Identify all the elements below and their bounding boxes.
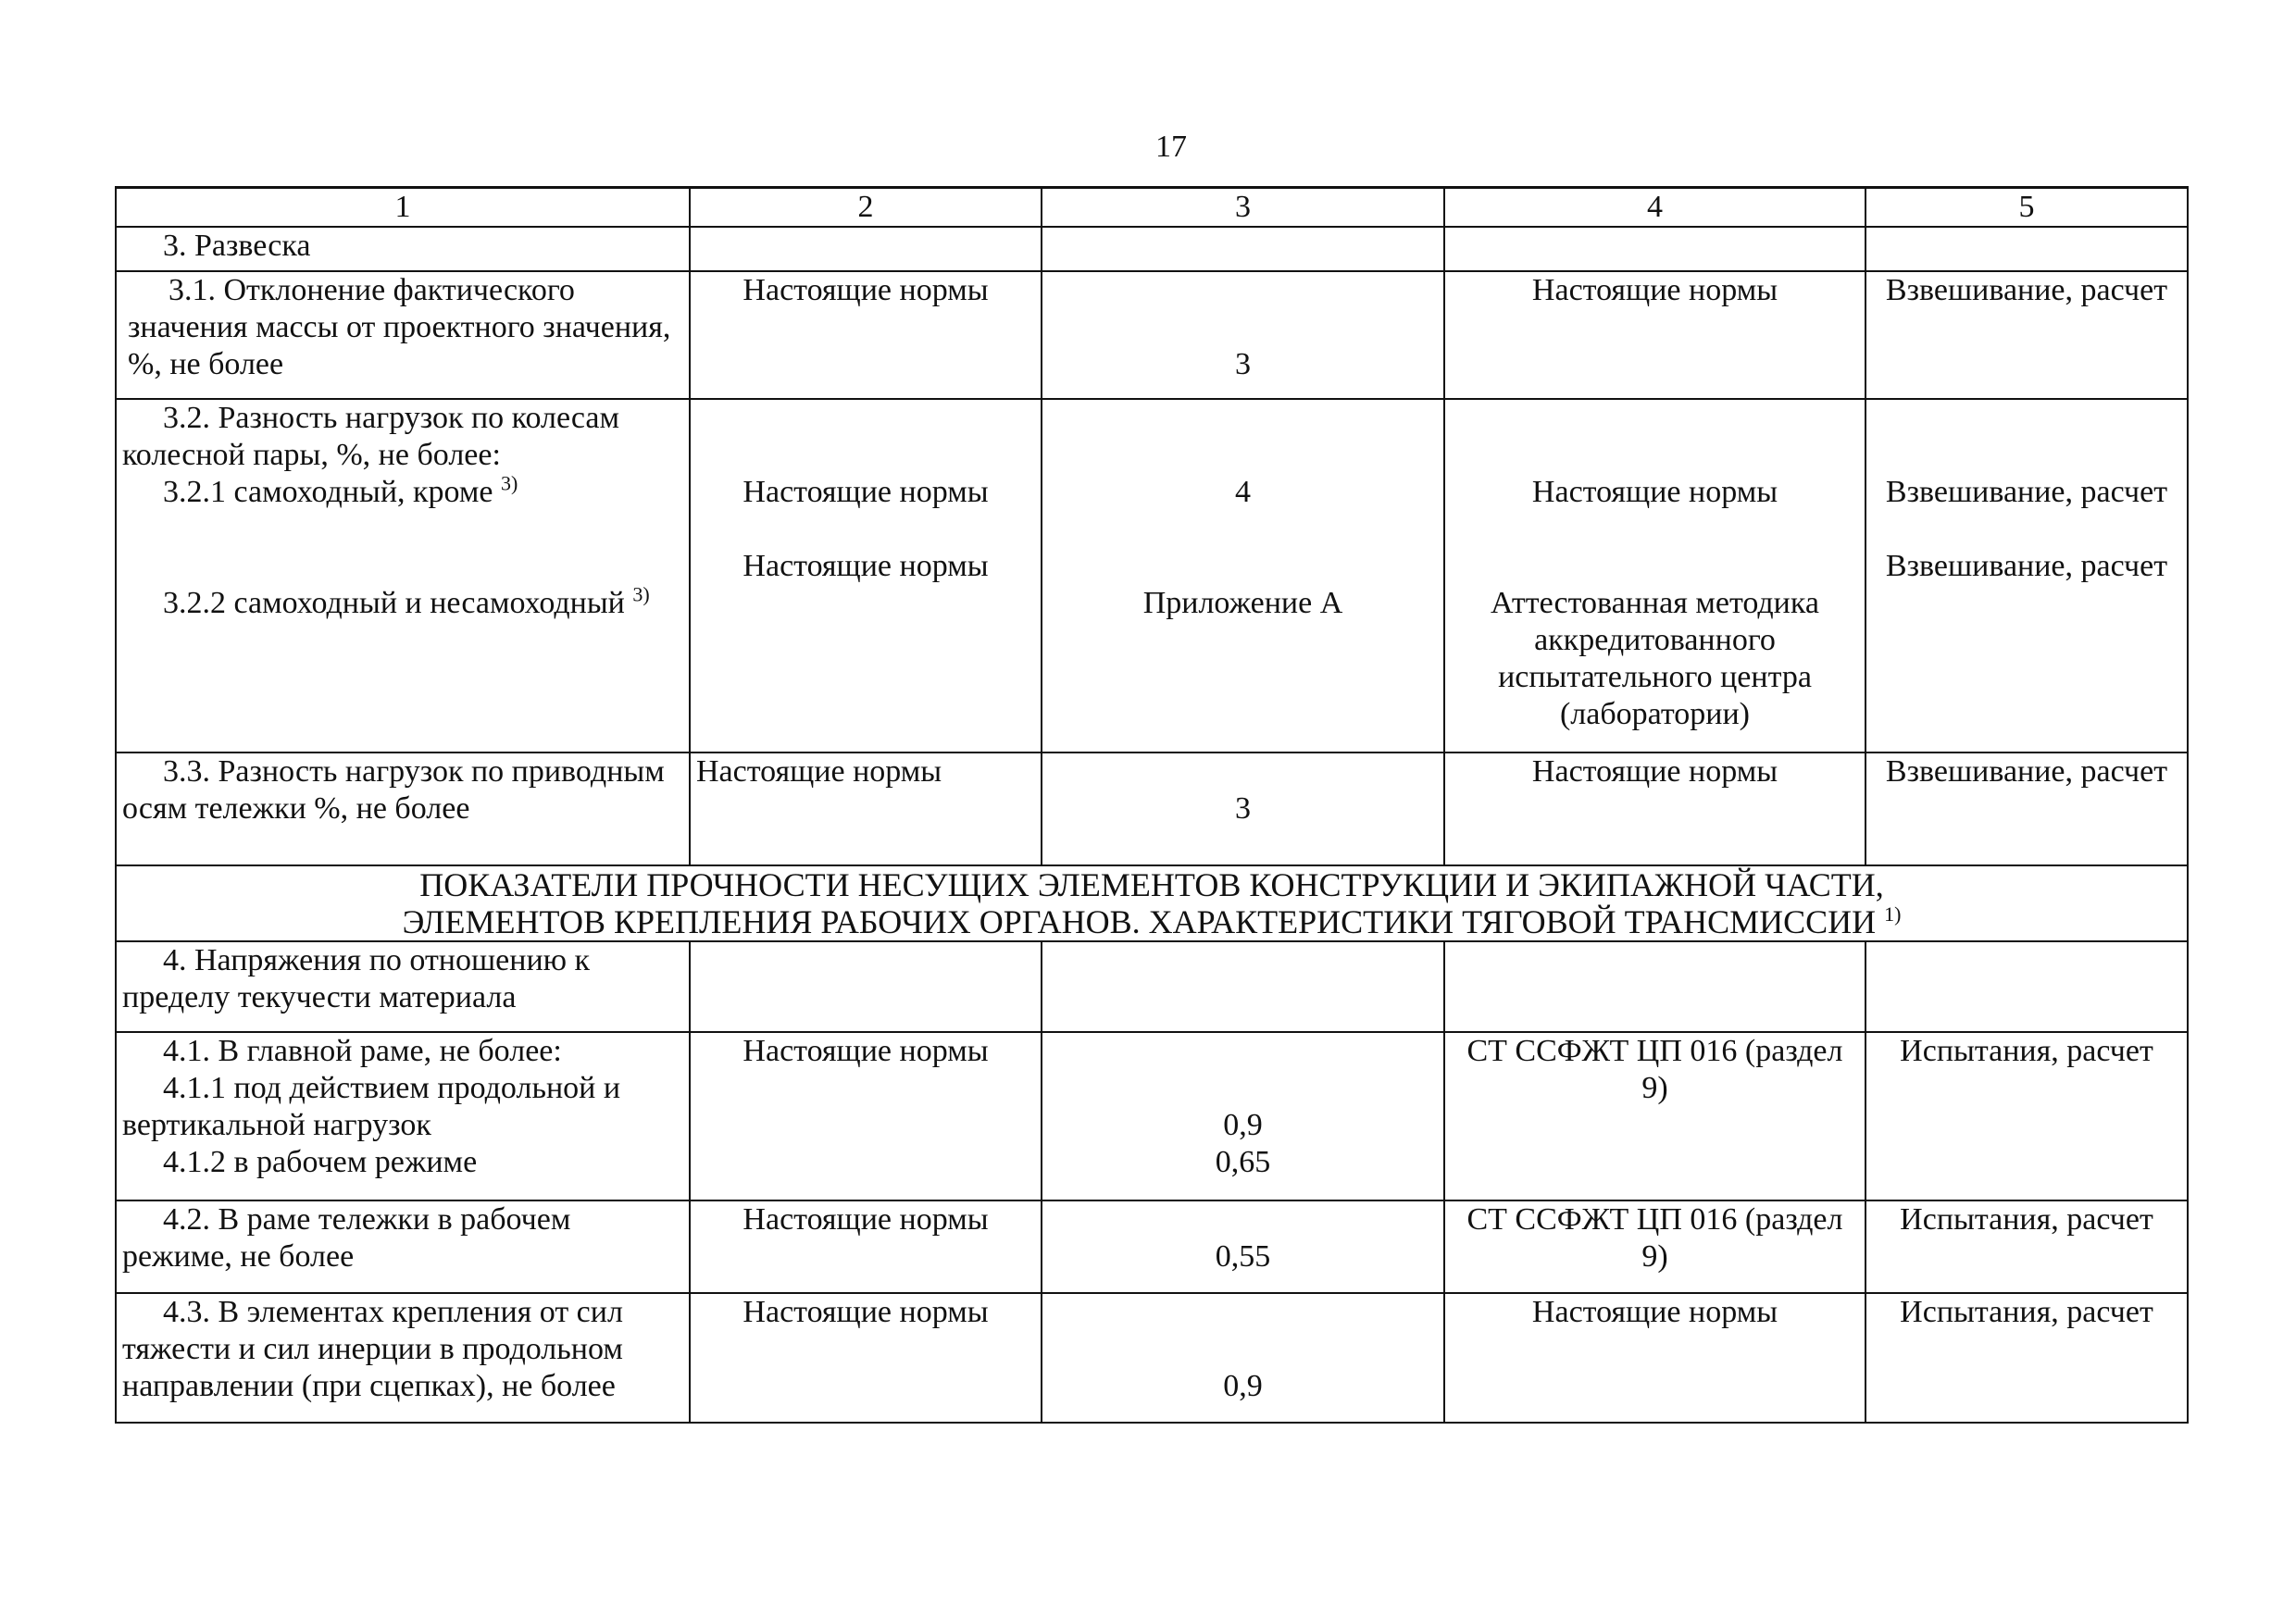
method-doc: Настоящие нормы [1444, 271, 1866, 399]
section-title-line: ПОКАЗАТЕЛИ ПРОЧНОСТИ НЕСУЩИХ ЭЛЕМЕНТОВ КОНСТРУКЦИИ И ЭКИПАЖНОЙ ЧАСТИ, [419, 866, 1884, 903]
footnote-ref: 3) [632, 582, 650, 606]
page-number: 17 [1155, 130, 1187, 164]
table-row [116, 227, 2188, 271]
section-header-row [116, 865, 2188, 941]
table-row [116, 399, 2188, 753]
method-doc: Настоящие нормы [1531, 475, 1778, 509]
norm-value: 0,9 [1223, 1108, 1263, 1142]
section-title-line: ЭЛЕМЕНТОВ КРЕПЛЕНИЯ РАБОЧИХ ОРГАНОВ. ХАРАКТЕРИСТИКИ ТЯГОВОЙ ТРАНСМИССИИ [402, 903, 1877, 940]
row-title: 4. Напряжения по отношению к пределу текучести материала [122, 943, 591, 1014]
sub-indicator-label: 4.1.2 в рабочем режиме [163, 1145, 478, 1179]
norm-value: 3 [1235, 791, 1251, 826]
method-doc: Настоящие нормы [1444, 753, 1866, 865]
control-method: Взвешивание, расчет [1866, 271, 2188, 399]
method-doc: Аттестованная методика аккредитованного испытательного центра (лаборатории) [1491, 586, 1819, 731]
table-row [116, 1200, 2188, 1293]
norm-value: 0,65 [1215, 1145, 1271, 1179]
norm-value: 0,55 [1215, 1239, 1271, 1274]
control-method: Взвешивание, расчет [1885, 475, 2168, 509]
indicator-description: 4.2. В раме тележки в рабочем режиме, не более [122, 1202, 571, 1274]
sub-indicator-label: 3.2.1 самоходный, кроме [163, 475, 493, 509]
normative-doc: Настоящие нормы [690, 1200, 1042, 1293]
column-number: 4 [1444, 188, 1866, 228]
footnote-ref: 1) [1884, 902, 1902, 926]
requirements-table [115, 186, 2189, 1424]
control-method: Испытания, расчет [1866, 1200, 2188, 1293]
indicator-description: 3.3. Разность нагрузок по приводным осям тележки %, не более [122, 754, 665, 826]
normative-doc: Настоящие нормы [742, 475, 989, 509]
table-row [116, 271, 2188, 399]
footnote-ref: 3) [501, 471, 518, 495]
column-number: 3 [1042, 188, 1444, 228]
norm-value: 4 [1235, 475, 1251, 509]
norm-value: Приложение А [1142, 586, 1343, 620]
control-method: Испытания, расчет [1866, 1032, 2188, 1200]
column-number-row [116, 188, 2188, 228]
norm-value: 3 [1235, 347, 1251, 381]
table-row [116, 1032, 2188, 1200]
table-row [116, 1293, 2188, 1423]
method-doc: СТ ССФЖТ ЦП 016 (раздел 9) [1444, 1032, 1866, 1200]
indicator-description: 3.1. Отклонение фактического значения массы от проектного значения, %, не более [128, 273, 671, 381]
normative-doc: Настоящие нормы [690, 1032, 1042, 1200]
control-method: Взвешивание, расчет [1885, 549, 2168, 583]
normative-doc: Настоящие нормы [690, 271, 1042, 399]
indicator-description: 3.2. Разность нагрузок по колесам колесной пары, %, не более: [122, 401, 620, 472]
normative-doc: Настоящие нормы [690, 1293, 1042, 1423]
table-row [116, 941, 2188, 1032]
indicator-description: 4.3. В элементах крепления от сил тяжести и сил инерции в продольном направлении (при сцепках), не более [122, 1295, 623, 1403]
control-method: Испытания, расчет [1866, 1293, 2188, 1423]
table-row [116, 753, 2188, 865]
sub-indicator-label: 3.2.2 самоходный и несамоходный [163, 586, 625, 620]
method-doc: Настоящие нормы [1444, 1293, 1866, 1423]
normative-doc: Настоящие нормы [690, 753, 1042, 865]
norm-value: 0,9 [1223, 1369, 1263, 1403]
column-number: 2 [690, 188, 1042, 228]
column-number: 5 [1866, 188, 2188, 228]
column-number: 1 [116, 188, 690, 228]
control-method: Взвешивание, расчет [1866, 753, 2188, 865]
indicator-description: 4.1. В главной раме, не более: [163, 1034, 562, 1068]
row-title: 3. Развеска [116, 227, 690, 271]
method-doc: СТ ССФЖТ ЦП 016 (раздел 9) [1444, 1200, 1866, 1293]
sub-indicator-label: 4.1.1 под действием продольной и вертикальной нагрузок [122, 1071, 621, 1142]
normative-doc: Настоящие нормы [742, 549, 989, 583]
